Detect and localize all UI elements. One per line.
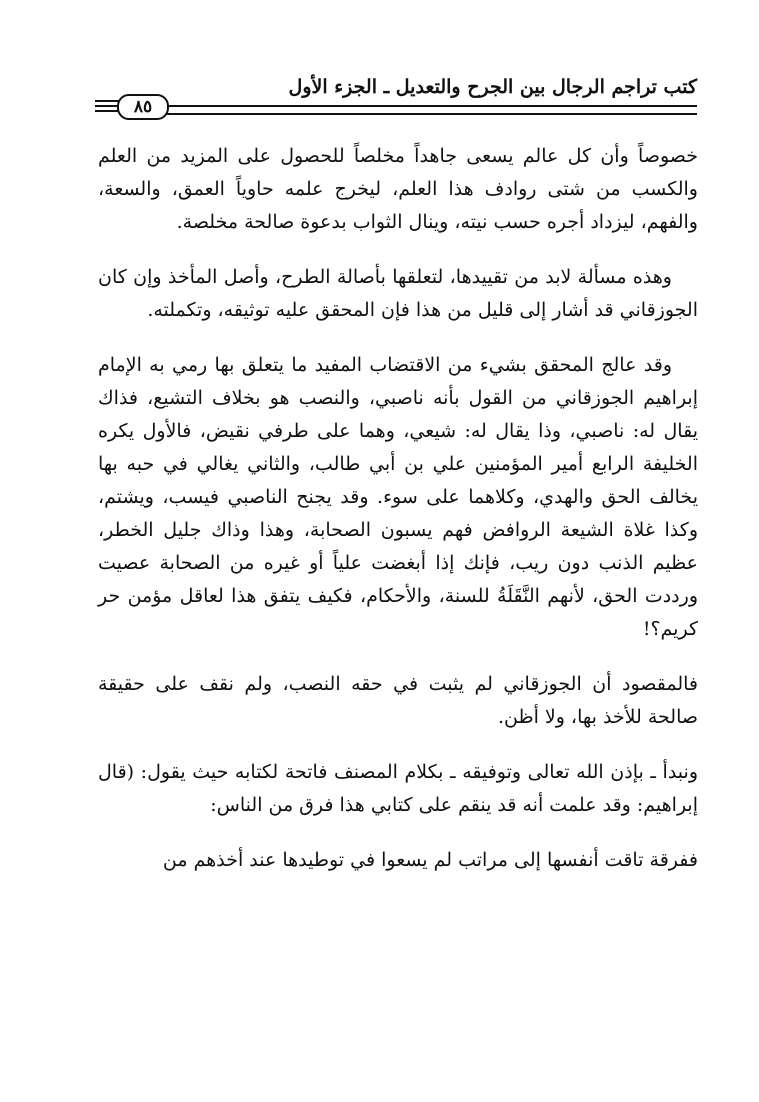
page-number: ٨٥	[117, 94, 169, 120]
paragraph-3: وقد عالج المحقق بشيء من الاقتضاب المفيد ما يتعلق بها رمي به الإمام إبراهيم الجوزقاني من القول بأنه ناصبي، والنصب هو بخلاف التشيع، فذاك يقال له: ناصبي، وذا يقال له: شيعي، وهما على طرفي نقيض، فالأول يكره الخليفة الرابع أمير المؤمنين علي بن أبي طالب، والثاني يغالي في حبه بها يخالف الحق والهدي، وكلاهما على سوء. وقد يجنح الناصبي فيسب، ويشتم، وكذا غلاة الشيعة الروافض فهم يسبون الصحابة، وهذا وذاك جليل الخطر، عظيم الذنب دون ريب، فإنك إذا أبغضت علياً أو غيره من الصحابة عصيت ورددت الحق، لأنهم النَّقَلَةُ للسنة، والأحكام، فكيف يتفق هذا لعاقل مؤمن حر كريم؟!	[98, 354, 698, 640]
paragraph-4: فالمقصود أن الجوزقاني لم يثبت في حقه النصب، ولم نقف على حقيقة صالحة للأخذ بها، ولا أظن.	[98, 673, 698, 728]
body-text	[98, 140, 698, 899]
header-rule	[157, 105, 697, 115]
paragraph-5: ونبدأ ـ بإذن الله تعالى وتوفيقه ـ بكلام المصنف فاتحة لكتابه حيث يقول: (قال إبراهيم: وقد علمت أنه قد ينقم على كتابي هذا فرق من الناس:	[98, 761, 698, 816]
paragraph-1: خصوصاً وأن كل عالم يسعى جاهداً مخلصاً للحصول على المزيد من العلم والكسب من شتى روادف هذا العلم، ليخرج علمه حاوياً العمق، والسعة، والفهم، ليزداد أجره حسب نيته، وينال الثواب بدعوة صالحة مخلصة.	[98, 145, 698, 233]
page-header	[95, 72, 697, 132]
paragraph-6: ففرقة تاقت أنفسها إلى مراتب لم يسعوا في توطيدها عند أخذهم من	[162, 849, 698, 871]
header-ornament	[95, 100, 119, 114]
paragraph-2: وهذه مسألة لابد من تقييدها، لتعلقها بأصالة الطرح، وأصل المأخذ وإن كان الجوزقاني قد أشار إلى قليل من هذا فإن المحقق عليه توثيقه، وتكملته.	[98, 266, 698, 321]
running-title: كتب تراجم الرجال بين الجرح والتعديل ـ الجزء الأول	[288, 76, 697, 98]
